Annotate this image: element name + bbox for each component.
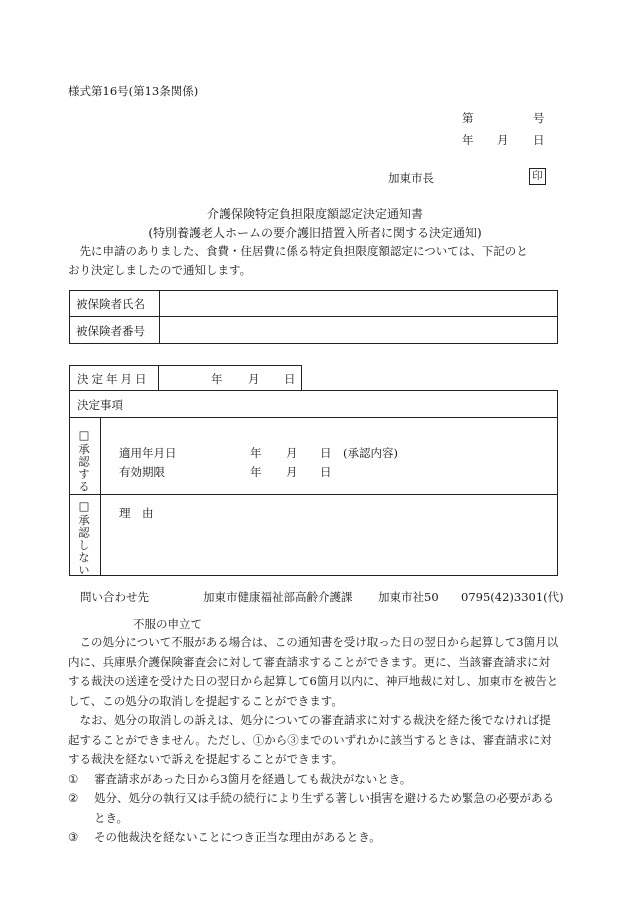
insured-name-label: 被保険者氏名 — [76, 297, 145, 311]
objection-item — [68, 789, 560, 828]
decision-date-month: 月 — [248, 372, 260, 386]
document-title: 介護保険特定負担限度額認定決定通知書 — [206, 207, 423, 221]
insured-number-label: 被保険者番号 — [76, 324, 145, 338]
divider — [69, 417, 558, 418]
contact-department: 加東市健康福祉部高齢介護課 — [203, 590, 353, 604]
item-number: ② — [68, 791, 79, 805]
objection-item — [68, 770, 560, 790]
item-text: 処分、処分の執行又は手続の続行により生ずる著しい損害を避けるため緊急の必要があるとき。 — [94, 791, 554, 825]
document-number-suffix: 号 — [533, 111, 545, 125]
issue-day: 日 — [533, 133, 545, 147]
document-subtitle: (特別養護老人ホームの要介護旧措置入所者に関する決定通知) — [148, 226, 482, 240]
contact-label: 問い合わせ先 — [80, 590, 149, 604]
issuer-mayor: 加東市長 — [388, 171, 434, 185]
decision-date-year: 年 — [211, 372, 223, 386]
item-number: ③ — [68, 830, 79, 844]
intro-text — [68, 242, 560, 280]
contact-phone: 0795(42)3301(代) — [461, 590, 564, 604]
validity-day: 日 — [320, 465, 332, 479]
item-text: その他裁決を経ないことにつき正当な理由があるとき。 — [94, 830, 381, 844]
decision-date-day: 日 — [284, 372, 296, 386]
contact-address: 加東市社50 — [378, 590, 439, 604]
decision-matters-label: 決定事項 — [77, 398, 123, 412]
validity-year: 年 — [250, 465, 262, 479]
validity-month: 月 — [286, 465, 298, 479]
issue-year: 年 — [462, 133, 474, 147]
divider — [158, 365, 159, 391]
divider — [69, 316, 558, 317]
reject-checkbox-label[interactable]: □承認しない — [77, 499, 91, 577]
objection-title: 不服の申立て — [133, 617, 202, 631]
divider — [69, 494, 558, 495]
validity-label: 有効期限 — [119, 465, 165, 479]
applied-month: 月 — [286, 446, 298, 460]
applied-day: 日 — [320, 446, 332, 460]
item-number: ① — [68, 771, 79, 786]
approve-checkbox-label[interactable]: □承認する — [77, 428, 91, 493]
form-number: 様式第16号(第13条関係) — [68, 84, 199, 98]
objection-item — [68, 828, 560, 848]
objection-paragraph: なお、処分の取消しの訴えは、処分についての審査請求に対する裁決を経た後でなければ提起することができません。ただし、①から③までのいずれかに該当するときは、審査請求に対する裁決を経ないで訴えを提起することができます。 — [68, 713, 552, 766]
intro-line: 先に申請のありました、食費・住居費に係る特定負担限度額認定については、下記のと — [79, 244, 528, 258]
divider — [159, 290, 160, 344]
document-number-prefix: 第 — [462, 111, 474, 125]
decision-date-label: 決定年月日 — [77, 372, 150, 386]
seal-box: 印 — [529, 168, 546, 185]
applied-date-label: 適用年月日 — [119, 446, 177, 460]
applied-year: 年 — [250, 446, 262, 460]
divider — [100, 417, 101, 576]
reason-label: 理 由 — [119, 506, 154, 520]
item-text: 審査請求があった日から3箇月を経過しても裁決がないとき。 — [94, 771, 412, 786]
approval-content-label: (承認内容) — [343, 446, 398, 460]
intro-line: おり決定しましたので通知します。 — [68, 263, 252, 277]
objection-paragraph: この処分について不服がある場合は、この通知書を受け取った日の翌日から起算して3箇月以内に、兵庫県介護保険審査会に対して審査請求することができます。更に、当該審査請求に対する裁決の送達を受けた日の翌日から起算して6箇月以内に、神戸地裁に対し、加東市を被告として、この処分の取消しを提起することができます。 — [68, 635, 559, 708]
objection-body — [68, 633, 560, 848]
issue-month: 月 — [497, 133, 509, 147]
